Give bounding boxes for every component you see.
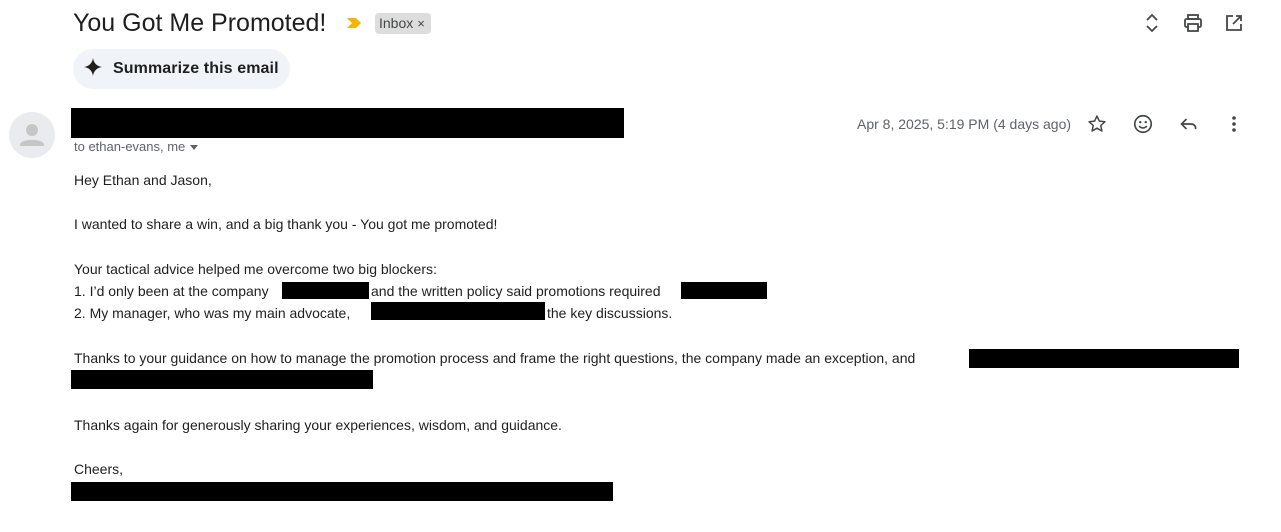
body-greeting: Hey Ethan and Jason, [74, 172, 212, 188]
body-redaction [282, 282, 369, 299]
inbox-label-chip[interactable] [375, 13, 431, 34]
body-redaction [71, 370, 373, 389]
recipients-line[interactable] [74, 139, 199, 155]
body-paragraph-2-intro: Your tactical advice helped me overcome two big blockers: [74, 261, 437, 277]
open-in-new-window-icon[interactable] [1223, 12, 1245, 34]
star-icon[interactable] [1086, 113, 1108, 135]
body-paragraph-3: Thanks to your guidance on how to manage the promotion process and frame the right questions, the company made an exception, and [74, 350, 916, 366]
signature-redaction [71, 482, 613, 501]
importance-marker-icon[interactable] [346, 15, 362, 31]
body-list-item-1-part-1: 1. I’d only been at the company [74, 283, 269, 299]
summarize-email-button[interactable] [73, 49, 290, 89]
sender-avatar[interactable] [9, 112, 55, 158]
more-options-icon[interactable] [1223, 113, 1245, 135]
reply-icon[interactable] [1178, 113, 1200, 135]
body-redaction [969, 349, 1239, 368]
body-redaction [371, 302, 545, 320]
body-list-item-1-part-2: and the written policy said promotions required [371, 283, 661, 299]
body-paragraph-4: Thanks again for generously sharing your experiences, wisdom, and guidance. [74, 417, 562, 433]
email-subject: You Got Me Promoted! [73, 9, 327, 37]
recipients-text: to ethan-evans, me [74, 139, 186, 154]
email-date: Apr 8, 2025, 5:19 PM (4 days ago) [857, 116, 1072, 132]
body-redaction [681, 282, 767, 299]
body-paragraph-1: I wanted to share a win, and a big thank you - You got me promoted! [74, 216, 498, 232]
emoji-reaction-icon[interactable] [1132, 113, 1154, 135]
print-icon[interactable] [1182, 12, 1204, 34]
body-list-item-2-part-1: 2. My manager, who was my main advocate, [74, 305, 351, 321]
sender-name-redaction [71, 108, 624, 138]
body-list-item-2-part-2: the key discussions. [547, 305, 673, 321]
remove-label-icon[interactable]: × [417, 16, 425, 31]
inbox-label-text: Inbox [379, 15, 414, 31]
body-closing: Cheers, [74, 461, 124, 477]
sparkle-icon [83, 57, 103, 82]
expand-collapse-icon[interactable] [1141, 12, 1163, 34]
summarize-email-label: Summarize this email [113, 60, 279, 77]
caret-down-icon[interactable] [189, 139, 199, 155]
